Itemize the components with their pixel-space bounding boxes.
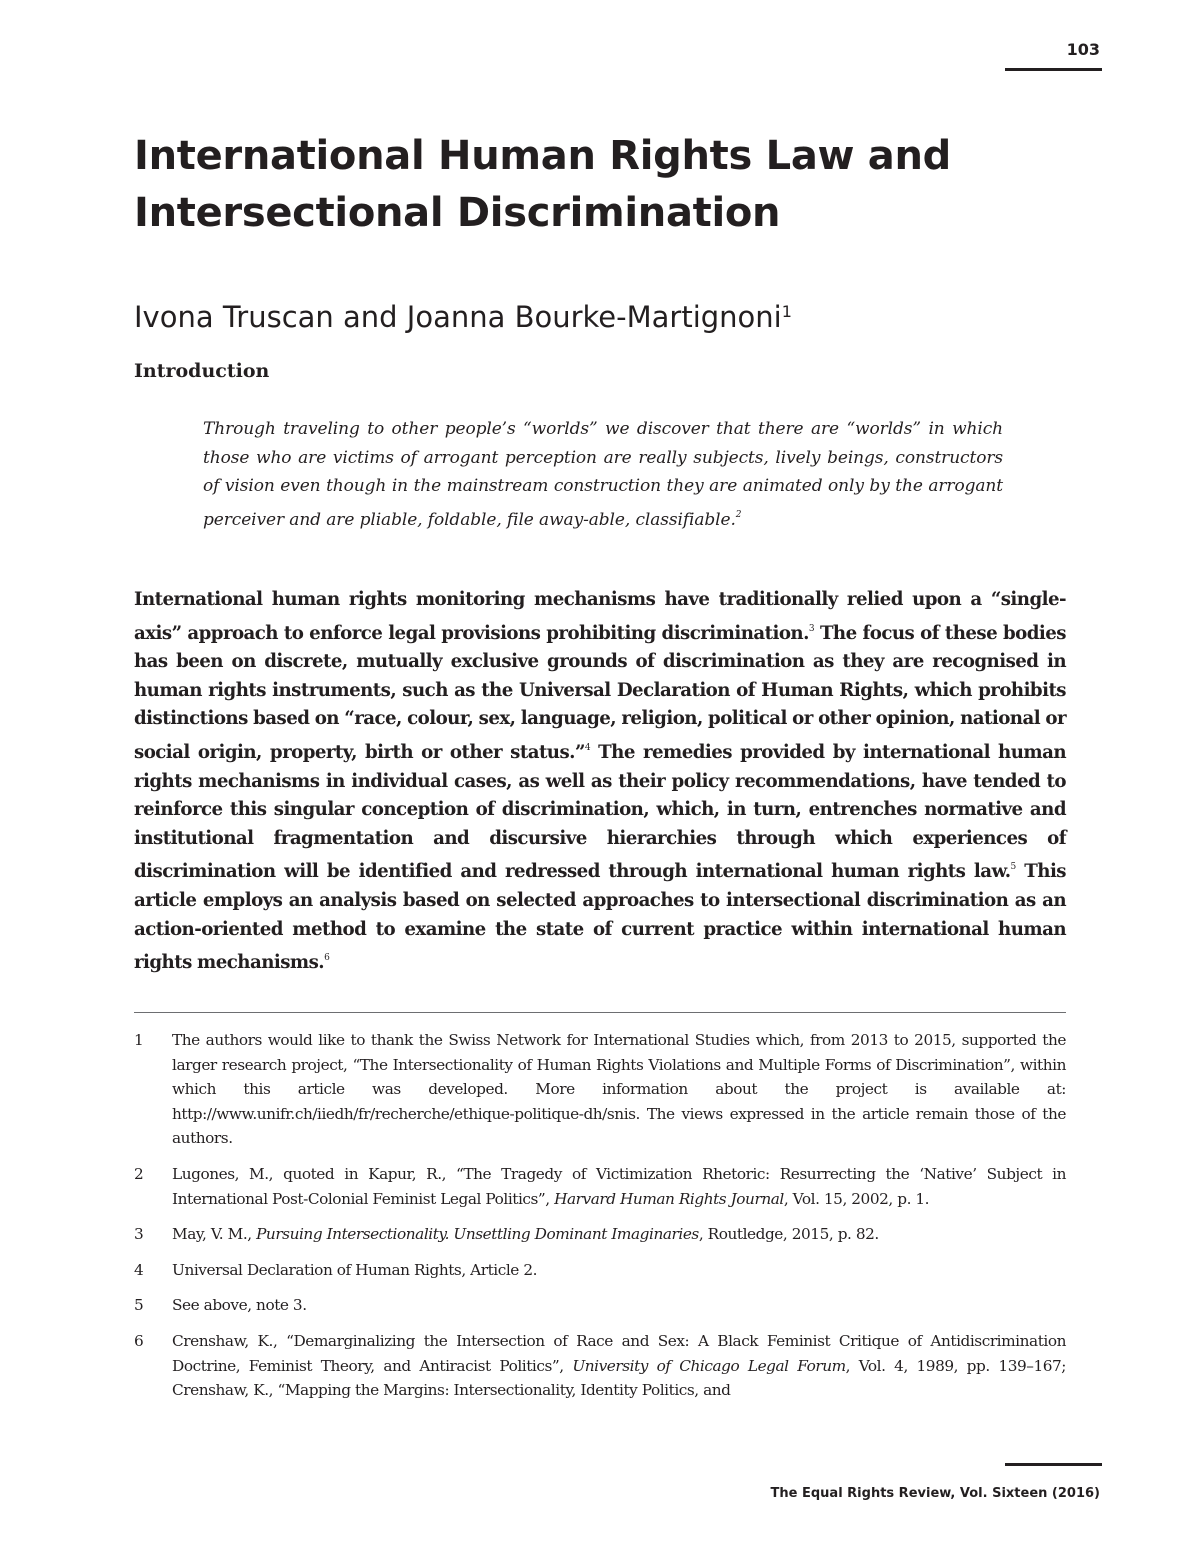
footnote-number: 1 bbox=[134, 1031, 144, 1049]
footnote-text: The authors would like to thank the Swiss Network for International Studies which, from 2013 to 2015, supported the larger research project, “The Intersectionality of Human Rights Violations and Multiple Forms of Discrimination”, within which this article was developed. More information about the project is available at: http://www.unifr.ch/iiedh/fr/recherche/ethique-politique-dh/snis. The views expressed in the article remain those of the authors. bbox=[172, 1031, 1066, 1148]
footnotes-list bbox=[134, 1028, 1066, 1414]
epigraph-quote bbox=[203, 415, 1003, 534]
footnote-text: Universal Declaration of Human Rights, Article 2. bbox=[172, 1260, 538, 1279]
body-text-1: International human rights monitoring mechanisms have traditionally relied upon a “single-axis” approach to enforce legal provisions prohibiting discrimination. bbox=[134, 589, 1066, 644]
article-authors bbox=[134, 292, 1094, 337]
footnote-text: May, V. M., Pursuing Intersectionality. Unsettling Dominant Imaginaries, Routledge, 2015, p. 82. bbox=[172, 1225, 879, 1244]
footer-rule bbox=[1005, 1463, 1102, 1466]
footnote-item bbox=[134, 1162, 1066, 1211]
footnote-text: Lugones, M., quoted in Kapur, R., “The Tragedy of Victimization Rhetoric: Resurrecting the ‘Native’ Subject in International Post-Colonial Feminist Legal Politics”, Harvard Human Rights Journal, Vol. 15, 2002, p. 1. bbox=[172, 1164, 1066, 1208]
authors-footnote-ref[interactable]: 1 bbox=[781, 302, 792, 321]
footnote-number: 4 bbox=[134, 1260, 144, 1279]
footnote-number: 2 bbox=[134, 1164, 144, 1183]
footnote-text: See above, note 3. bbox=[172, 1296, 307, 1315]
body-text-3: The remedies provided by international human rights mechanisms in individual cases, as well as their policy recommendations, have tended to reinforce this singular conception of discrimination, which, in turn, entrenches normative and institutional fragmentation and discursive hierarchies through which experiences of discrimination will be identified and redressed through international human rights law. bbox=[134, 741, 1066, 883]
footnote-item bbox=[134, 1293, 1066, 1318]
authors-names: Ivona Truscan and Joanna Bourke-Martignoni bbox=[134, 300, 782, 334]
header-rule bbox=[1005, 68, 1102, 71]
page-number: 103 bbox=[1066, 40, 1100, 59]
epigraph-footnote-ref[interactable]: 2 bbox=[735, 509, 742, 520]
title-line-2: Intersectional Discrimination bbox=[134, 190, 781, 236]
footnote-ref-4[interactable]: 4 bbox=[584, 742, 591, 753]
footnote-number: 3 bbox=[134, 1225, 144, 1244]
footnote-item bbox=[134, 1258, 1066, 1283]
footnote-number: 6 bbox=[134, 1331, 144, 1350]
footnote-item bbox=[134, 1028, 1066, 1151]
body-paragraph bbox=[134, 586, 1066, 978]
title-line-1: International Human Rights Law and bbox=[134, 133, 951, 179]
footnote-ref-3[interactable]: 3 bbox=[808, 623, 815, 634]
article-title bbox=[134, 128, 1094, 242]
footnote-number: 5 bbox=[134, 1296, 144, 1315]
epigraph-text: Through traveling to other people’s “worlds” we discover that there are “worlds” in which those who are victims of arrogant perception are really subjects, lively beings, constructors of vision even though in the mainstream construction they are animated only by the arrogant perceiver and are pliable, foldable, file away-able, classifiable. bbox=[203, 419, 1003, 530]
body-text-2: The focus of these bodies has been on discrete, mutually exclusive grounds of discrimination as they are recognised in human rights instruments, such as the Universal Declaration of Human Rights, which prohibits distinctions based on “race, colour, sex, language, religion, political or other opinion, national or social origin, property, birth or other status.” bbox=[134, 622, 1066, 763]
footnote-item bbox=[134, 1222, 1066, 1247]
footnote-ref-5[interactable]: 5 bbox=[1010, 862, 1016, 873]
footnote-text: Crenshaw, K., “Demarginalizing the Intersection of Race and Sex: A Black Feminist Critique of Antidiscrimination Doctrine, Feminist Theory, and Antiracist Politics”, University of Chicago Legal Forum, Vol. 4, 1989, pp. 139–167; Crenshaw, K., “Mapping the Margins: Intersectionality, Identity Politics, and bbox=[172, 1331, 1067, 1400]
section-heading: Introduction bbox=[134, 360, 270, 382]
journal-footer: The Equal Rights Review, Vol. Sixteen (2016) bbox=[770, 1486, 1100, 1501]
footnote-item bbox=[134, 1329, 1066, 1403]
body-text-4: This article employs an analysis based on selected approaches to intersectional discrimination as an action-oriented method to examine the state of current practice within international human rights mechanisms. bbox=[134, 861, 1066, 974]
footnote-separator bbox=[134, 1012, 1066, 1013]
footnote-ref-6[interactable]: 6 bbox=[324, 953, 330, 964]
